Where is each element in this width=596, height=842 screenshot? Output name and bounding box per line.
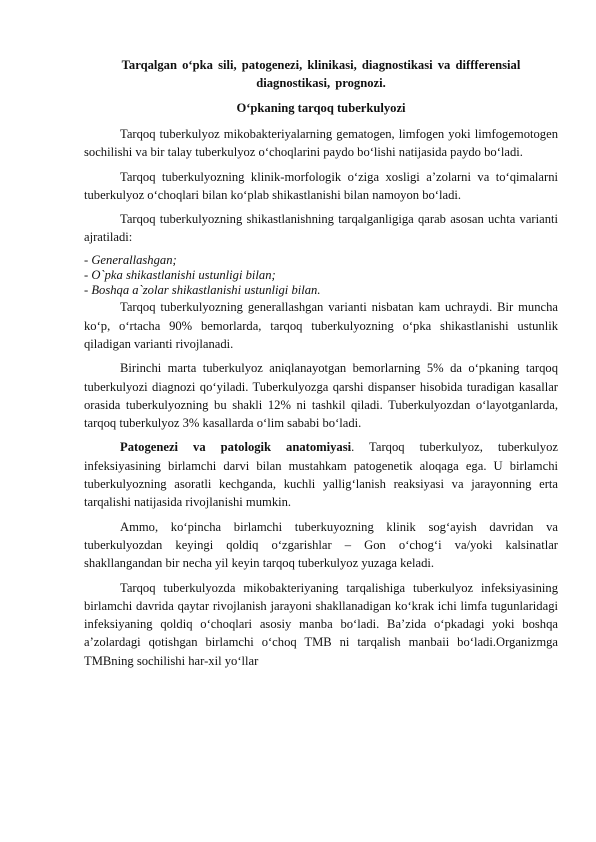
section-heading: O‘pkaning tarqoq tuberkulyozi [236, 101, 406, 115]
variants-list [84, 253, 558, 299]
paragraph-7: Tarqoq tuberkulyozda mikobakteriyaning tarqalishiga tuberkulyoz infeksiyasining birlamchi davrida qaytar rivojlanish jarayoni shakllanadigan ko‘krak ichi limfa tugunlaridagi infeksiyaning qoldiq o‘choqlari asosiy manba bo‘ladi. Ba’zida o‘pkadagi yoki boshqa a’zolardagi qotishgan birlamchi o‘choq TMB ni tarqalish manbaii bo‘ladi.Organizmga TMBning sochilishi har-xil yo‘llar [84, 580, 558, 668]
paragraph-5: Birinchi marta tuberkulyoz aniqlanayotgan bemorlarning 5% da o‘pkaning tarqoq tuberkulyozi diagnozi qo‘yiladi. Tuberkulyozga qarshi dispanser hisobida turadigan kasallar orasida tuberkulyozning bu shakli 12% ni tashkil qiladi. Tuberkulyozdan o‘layotganlarda, tarqoq tuberkulyoz 3% kasallarda o‘lim sababi bo‘ladi. [84, 361, 558, 431]
list-item: - Boshqa a`zolar shikastlanishi ustunligi bilan. [84, 283, 321, 298]
list-item: - Generallashgan; [84, 252, 177, 267]
pathogenesis-paragraph [84, 438, 558, 511]
paragraph-3: Tarqoq tuberkulyozning shikastlanishning tarqalganligiga qarab asosan uchta varianti ajratiladi: [84, 212, 558, 245]
pathogenesis-heading: Patogenezi va patologik anatomiyasi [120, 440, 352, 455]
document-title: Tarqalgan o‘pka sili, patogenezi, klinikasi, diagnostikasi va diffferensial diagnostikasi, prognozi. [121, 58, 521, 90]
paragraph-2: Tarqoq tuberkulyozning klinik-morfologik o‘ziga xosligi a’zolarni va to‘qimalarni tuberkulyoz o‘choqlari bilan ko‘plab shikastlanishi bilan namoyon bo‘ladi. [84, 169, 558, 202]
pathogenesis-text: . Tarqoq tuberkulyoz, tuberkulyoz infeksiyasining birlamchi darvi bilan mustahkam patogenetik aloqaga ega. U birlamchi tuberkulyozning asoratli kechganda, kuchli yallig‘lanish reaksiyasi va jarayonning erta tarqalishi natijasida rivojlanishi mumkin. [84, 440, 558, 510]
paragraph-6: Ammo, ko‘pincha birlamchi tuberkuyozning klinik sog‘ayish davridan va tuberkulyozdan keyingi qoldiq o‘zgarishlar – Gon o‘chog‘i va/yoki kalsinatlar shakllangandan bir necha yil keyin tarqoq tuberkulyoz yuzaga keladi. [84, 519, 558, 571]
paragraph-4: Tarqoq tuberkulyozning generallashgan varianti nisbatan kam uchraydi. Bir muncha ko‘p, o‘rtacha 90% bemorlarda, tarqoq tuberkulyozning o‘pka shikastlanishi ustunlik qiladigan varianti rivojlanadi. [84, 300, 558, 351]
paragraph-1: Tarqoq tuberkulyoz mikobakteriyalarning gematogen, limfogen yoki limfogemotogen sochilishi va bir talay tuberkulyoz o‘choqlarini paydo bo‘lishi natijasida paydo bo‘ladi. [84, 127, 558, 160]
list-item: - O`pka shikastlanishi ustunligi bilan; [84, 267, 276, 282]
